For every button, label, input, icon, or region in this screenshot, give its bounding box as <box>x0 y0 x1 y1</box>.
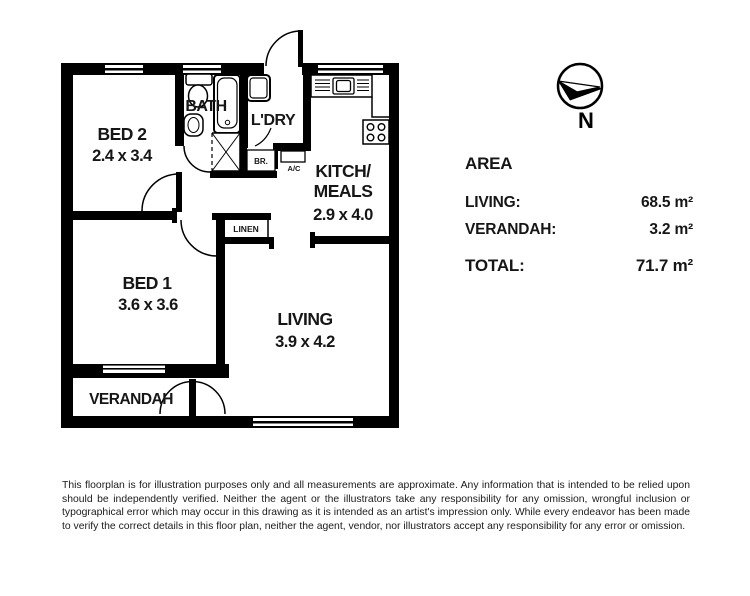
window-line <box>183 68 221 71</box>
window-kitchen <box>318 63 383 75</box>
area-row-value: 68.5 m² <box>640 194 693 211</box>
wall-ac-top <box>273 143 311 151</box>
kitchen-label-2: MEALS <box>313 181 373 201</box>
area-table <box>465 154 693 279</box>
window-line <box>318 68 383 71</box>
kitchen-sink-bowl <box>337 81 351 92</box>
cooktop <box>363 120 389 144</box>
window-line <box>183 63 221 65</box>
wall-cap <box>269 237 274 249</box>
wall-right <box>389 63 399 428</box>
wall-bed2-bed1 <box>61 211 177 220</box>
wall-bed2-bath <box>175 75 184 146</box>
living-label: LIVING <box>277 309 333 329</box>
area-total-label: TOTAL: <box>465 256 525 275</box>
wall-cap <box>310 232 315 248</box>
verandah-door-leaf <box>189 379 196 416</box>
area-total-value: 71.7 m² <box>635 256 693 275</box>
bed2-dims: 2.4 x 3.4 <box>92 147 152 165</box>
entry-door-opening <box>264 63 302 75</box>
ac-unit-box <box>281 151 305 162</box>
area-table-title: AREA <box>465 154 513 173</box>
disclaimer-text: This floorplan is for illustration purposes only and all measurements are approximate. Any information that is intended to be relied upon should be independently verified. Neither the agent or the illustrators take any responsibility for any omission, wrongful inclusion or typographical error which may occur in this drawing as it is intended as an artist's impression only. While every endeavor has been made to verify the correct details in this floor plan, neither the agent, vendor, nor illustrators accept any responsibility for any error or omission. <box>62 480 690 532</box>
area-row-total <box>465 252 693 279</box>
kitchen-dims: 2.9 x 4.0 <box>313 206 373 224</box>
wall-broom-bottom <box>240 171 277 178</box>
verandah-label: VERANDAH <box>89 391 173 408</box>
kitchen-label-1: KITCH/ <box>315 161 371 181</box>
area-row-label: LIVING: <box>465 194 521 211</box>
wall-shower-bottom <box>210 171 243 178</box>
toilet-cistern <box>186 74 212 85</box>
bed2-label: BED 2 <box>97 124 147 144</box>
cooktop-burner <box>378 134 385 141</box>
area-row-value: 3.2 m² <box>649 221 693 238</box>
laundry-trough-inner <box>250 78 267 98</box>
cooktop-burner <box>367 124 374 131</box>
north-compass <box>558 64 603 133</box>
area-row-verandah <box>465 216 693 243</box>
window-line <box>253 426 353 428</box>
bed2-door-leaf <box>176 172 182 212</box>
wall-kitchen-living <box>310 236 398 244</box>
north-label: N <box>578 108 594 133</box>
cooktop-burner <box>378 124 385 131</box>
ac-label: A/C <box>287 164 301 173</box>
window-line <box>103 364 165 366</box>
wall-linen-bottom <box>224 237 274 244</box>
window-line <box>253 416 353 418</box>
entry-door-leaf <box>298 30 303 67</box>
wall-bed1-right <box>216 219 225 375</box>
wall-linen-top <box>212 213 271 220</box>
ldry-leader-line <box>255 128 271 146</box>
linen-label: LINEN <box>233 224 259 234</box>
window-line <box>103 368 165 370</box>
bed1-door-arc <box>181 220 217 256</box>
window-bath <box>183 63 221 75</box>
entry-door-arc <box>266 31 301 66</box>
cooktop-burner <box>367 134 374 141</box>
window-bed2 <box>105 63 143 75</box>
area-row-living <box>465 189 693 216</box>
bath-door-arc <box>184 146 210 172</box>
bathtub-drain <box>225 120 229 124</box>
window-verandah <box>103 364 165 373</box>
bed1-dims: 3.6 x 3.6 <box>118 296 178 314</box>
bath-label: BATH <box>185 98 227 115</box>
area-row-label: VERANDAH: <box>465 221 557 238</box>
bed2-door-arc <box>142 174 179 211</box>
window-line <box>318 63 383 65</box>
bath-basin-bowl <box>188 118 199 133</box>
ldry-label: L'DRY <box>250 112 296 129</box>
kitchen-fixtures <box>311 75 389 144</box>
broom-label: BR. <box>254 157 268 166</box>
window-line <box>105 68 143 71</box>
window-line <box>105 63 143 65</box>
kitchen-counter-edge <box>372 97 389 117</box>
wall-ldry-kitchen <box>303 75 311 147</box>
bathroom-fixtures <box>184 74 240 171</box>
window-line <box>253 421 353 424</box>
living-dims: 3.9 x 4.2 <box>275 333 335 351</box>
window-living <box>253 416 353 428</box>
window-line <box>105 73 143 75</box>
bed1-label: BED 1 <box>122 273 172 293</box>
